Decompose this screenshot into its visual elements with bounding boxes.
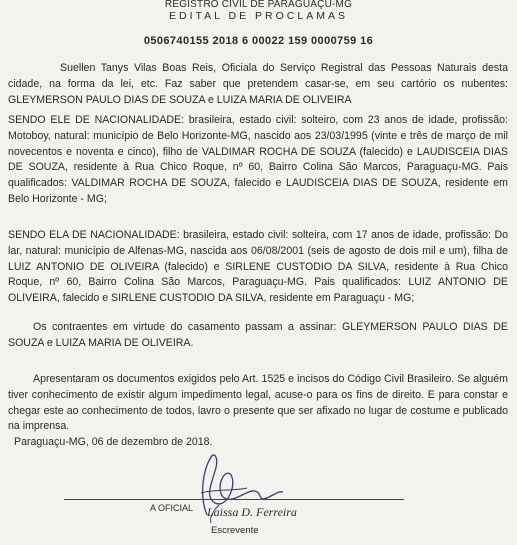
intro-paragraph: Suellen Tanys Vilas Boas Reis, Oficiala do Serviço Registral das Pessoas Naturais desta cidade, na forma da lei, etc. Faz saber que pretendem casar-se, em seu cartório os nubentes: GLEYMERSON PAULO DIAS DE SOUZA e LUIZA MARIA DE OLIVEIRA: [8, 62, 508, 106]
official-title: A OFICIAL: [150, 503, 194, 513]
groom-paragraph: SENDO ELE DE NACIONALIDADE: brasileira, estado civil: solteiro, com 23 anos de idade, profissão: Motoboy, natural: município de Belo Horizonte-MG, nascido aos 23/03/1995 (vinte e três de março de mil novecentos e noventa e cinco), filho de VALDIMAR ROCHA DE SOUZA (falecido) e LAUDISCEIA DIAS DE SOUZA, residente à Rua Chico Roque, nº 60, Bairro Colina São Marcos, Paraguaçu-MG. Pais qualificados: VALDIMAR ROCHA DE SOUZA, falecido e LAUDISCEIA DIAS DE SOUZA, residente em Belo Horizonte - MG;: [8, 114, 508, 205]
protocol-number: 0506740155 2018 6 00022 159 0000759 16: [143, 35, 374, 47]
signer-name: Laissa D. Ferreira: [207, 505, 297, 519]
date-line: Paraguaçu-MG, 06 de dezembro de 2018.: [14, 436, 213, 448]
registry-name: REGISTRO CIVIL DE PARAGUAÇU-MG: [164, 0, 353, 10]
signer-role: Escrevente: [211, 525, 259, 536]
bride-paragraph: SENDO ELA DE NACIONALIDADE: brasileira, estado civil: solteira, com 17 anos de idade, profissão: Do lar, natural: município de Alfenas-MG, nascida aos 06/08/2001 (seis de agosto de dois mil e um), filha de LUIZ ANTONIO DE OLIVEIRA (falecido) e SIRLENE CUSTODIO DA SILVA, residente à Rua Chico Roque, nº 60, Bairro Colina São Marcos, Paraguaçu-MG. Pais qualificados: LUIZ ANTONIO DE OLIVEIRA, falecido e SIRLENE CUSTODIO DA SILVA, residente em Paraguaçu - MG;: [8, 229, 508, 305]
signature-line: [64, 499, 404, 500]
signature-block: [0, 445, 517, 545]
notice-title: EDITAL DE PROCLAMAS: [169, 10, 348, 22]
closing-paragraph: Apresentaram os documentos exigidos pelo Art. 1525 e incisos do Código Civil Brasileiro. Se alguém tiver conhecimento de existir algum impedimento legal, acuse-o para os fins de direito. E para constar e chegar este ao conhecimento de todos, lavro o presente que ser afixado no lugar de costume e publicado na imprensa.: [8, 373, 508, 433]
signing-paragraph: Os contraentes em virtude do casamento passam a assinar: GLEYMERSON PAULO DIAS DE SOUZA e LUIZA MARIA DE OLIVEIRA.: [8, 321, 508, 349]
